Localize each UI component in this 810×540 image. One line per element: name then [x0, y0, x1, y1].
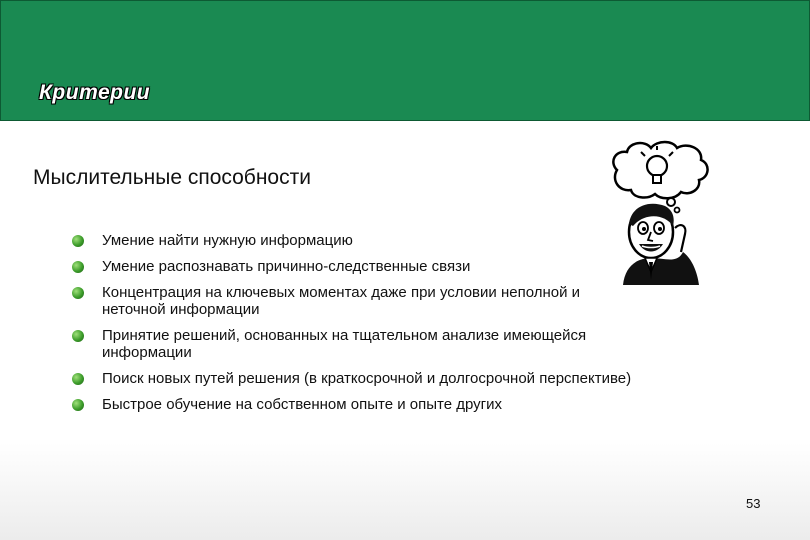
section-heading: Мыслительные способности: [33, 166, 311, 189]
list-item-text: Быстрое обучение на собственном опыте и опыте других: [102, 396, 502, 413]
list-item: [72, 396, 632, 413]
list-item-text: Поиск новых путей решения (в краткосрочной и долгосрочной перспективе): [102, 370, 632, 387]
bullet-icon: [72, 373, 84, 385]
slide-title: Критерии: [39, 81, 151, 104]
list-item-text: Концентрация на ключевых моментах даже при условии неполной и неточной информации: [102, 284, 581, 318]
list-item: [72, 284, 632, 318]
list-item: [72, 258, 632, 275]
bullet-icon: [72, 330, 84, 342]
list-item-text: Умение найти нужную информацию: [102, 232, 353, 249]
bullet-icon: [72, 399, 84, 411]
bullet-icon: [72, 287, 84, 299]
thinking-man-lightbulb-icon: [605, 140, 715, 285]
list-item: [72, 232, 632, 249]
criteria-list: [72, 232, 632, 422]
list-item: [72, 327, 632, 361]
page-number: 53: [746, 496, 761, 511]
list-item-text: Умение распознавать причинно-следственные связи: [102, 258, 471, 275]
list-item-text: Принятие решений, основанных на тщательном анализе имеющейся информации: [102, 327, 587, 361]
slide-header: [0, 0, 810, 121]
list-item: [72, 370, 632, 387]
bullet-icon: [72, 261, 84, 273]
bullet-icon: [72, 235, 84, 247]
